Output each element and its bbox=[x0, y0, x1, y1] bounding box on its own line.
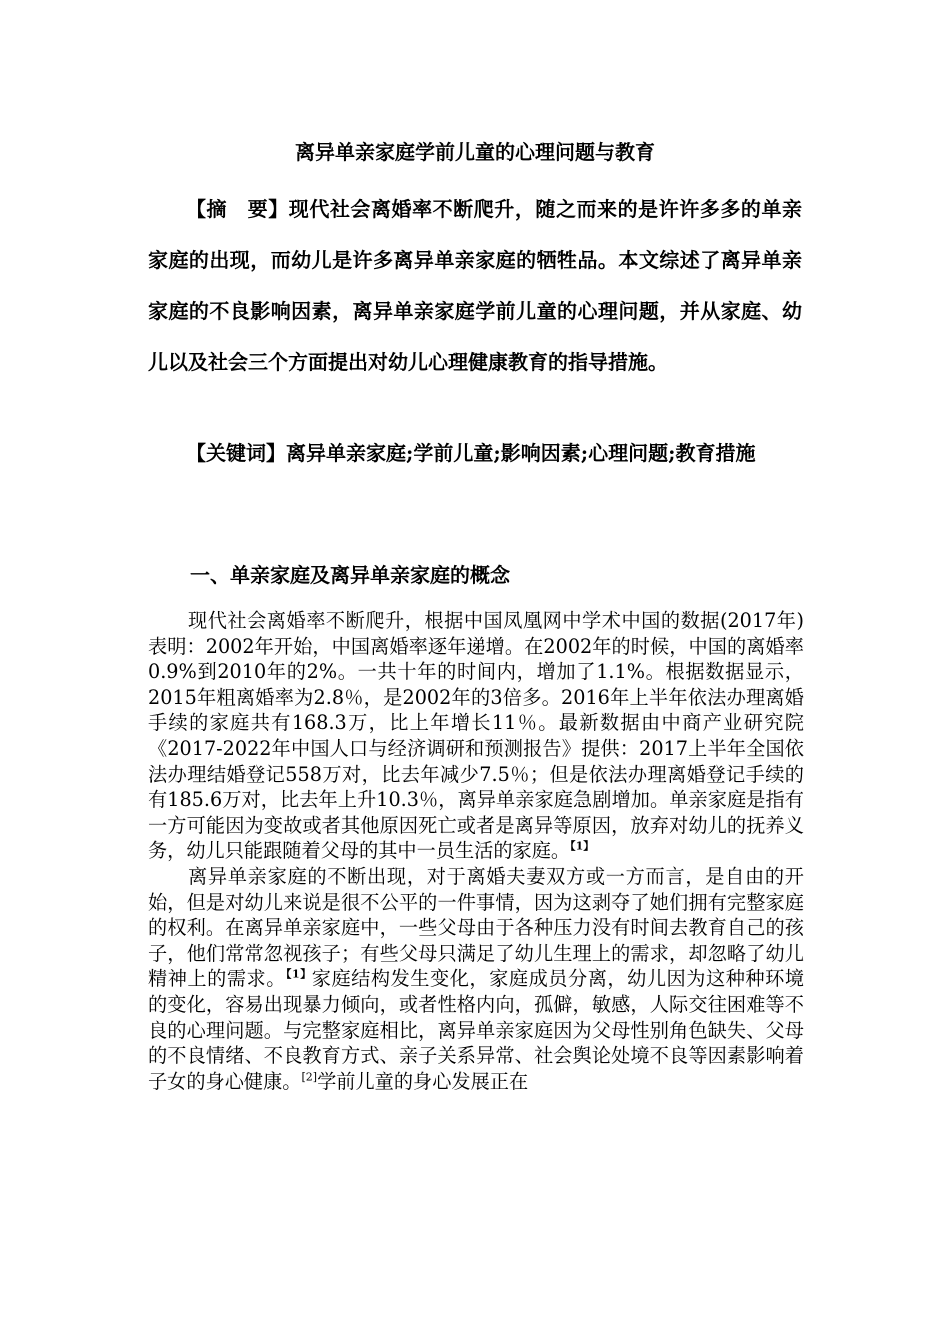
section-body bbox=[148, 608, 804, 1094]
paragraph-text: 学前儿童的身心发展正在 bbox=[317, 1069, 529, 1093]
paragraph-text: 离异单亲家庭的不断出现，对于离婚夫妻双方或一方而言，是自由的开始，但是对幼儿来说是很不公平的一件事情，因为这剥夺了她们拥有完整家庭的权利。在离异单亲家庭中，一些父母由于各种压力没有时间去教育自己的孩子，他们常常忽视孩子；有些父母只满足了幼儿生理上的需求，却忽略了幼儿精神上的需求。 bbox=[148, 864, 804, 991]
document-title: 离异单亲家庭学前儿童的心理问题与教育 bbox=[295, 140, 655, 164]
citation-marker: [2] bbox=[301, 1070, 318, 1084]
paragraph-text: 现代社会离婚率不断爬升，根据中国凤凰网中学术中国的数据(2017年)表明：2002年开始，中国离婚率逐年递增。在2002年的时候，中国的离婚率0.9%到2010年的2%。一共十年的时间内，增加了1.1%。根据数据显示，2015年粗离婚率为2.8％，是2002年的3倍多。2016年上半年依法办理离婚手续的家庭共有168.3万，比上年增长11％。最新数据由中商产业研究院《2017-2022年中国人口与经济调研和预测报告》提供：2017上半年全国依法办理结婚登记558万对，比去年减少7.5％；但是依法办理离婚登记手续的有185.6万对，比去年上升10.3％，离异单亲家庭急剧增加。单亲家庭是指有一方可能因为变故或者其他原因死亡或者是离异等原因，放弃对幼儿的抚养义务，幼儿只能跟随着父母的其中一员生活的家庭。 bbox=[148, 609, 804, 863]
keywords-label: 【关键词】 bbox=[186, 441, 286, 465]
keywords-text: 离异单亲家庭;学前儿童;影响因素;心理问题;教育措施 bbox=[286, 441, 756, 465]
abstract bbox=[148, 184, 802, 388]
paragraph-text: 家庭结构发生变化，家庭成员分离，幼儿因为这种种环境的变化，容易出现暴力倾向，或者性格内向，孤僻，敏感，人际交往困难等不良的心理问题。与完整家庭相比，离异单亲家庭因为父母性别角色缺失、父母的不良情绪、不良教育方式、亲子关系异常、社会舆论处境不良等因素影响着子女的身心健康。 bbox=[148, 967, 805, 1093]
abstract-label: 【摘 要】 bbox=[186, 197, 289, 221]
citation-marker: 【1】 bbox=[570, 839, 595, 853]
citation-marker: 【1】 bbox=[286, 967, 312, 981]
abstract-text: 现代社会离婚率不断爬升，随之而来的是许许多多的单亲家庭的出现，而幼儿是许多离异单亲家庭的牺牲品。本文综述了离异单亲家庭的不良影响因素，离异单亲家庭学前儿童的心理问题，并从家庭、幼儿以及社会三个方面提出对幼儿心理健康教育的指导措施。 bbox=[148, 197, 803, 374]
keywords bbox=[148, 428, 802, 479]
section-heading: 一、单亲家庭及离异单亲家庭的概念 bbox=[190, 563, 510, 587]
paragraph bbox=[148, 864, 804, 1094]
paragraph bbox=[148, 608, 804, 864]
